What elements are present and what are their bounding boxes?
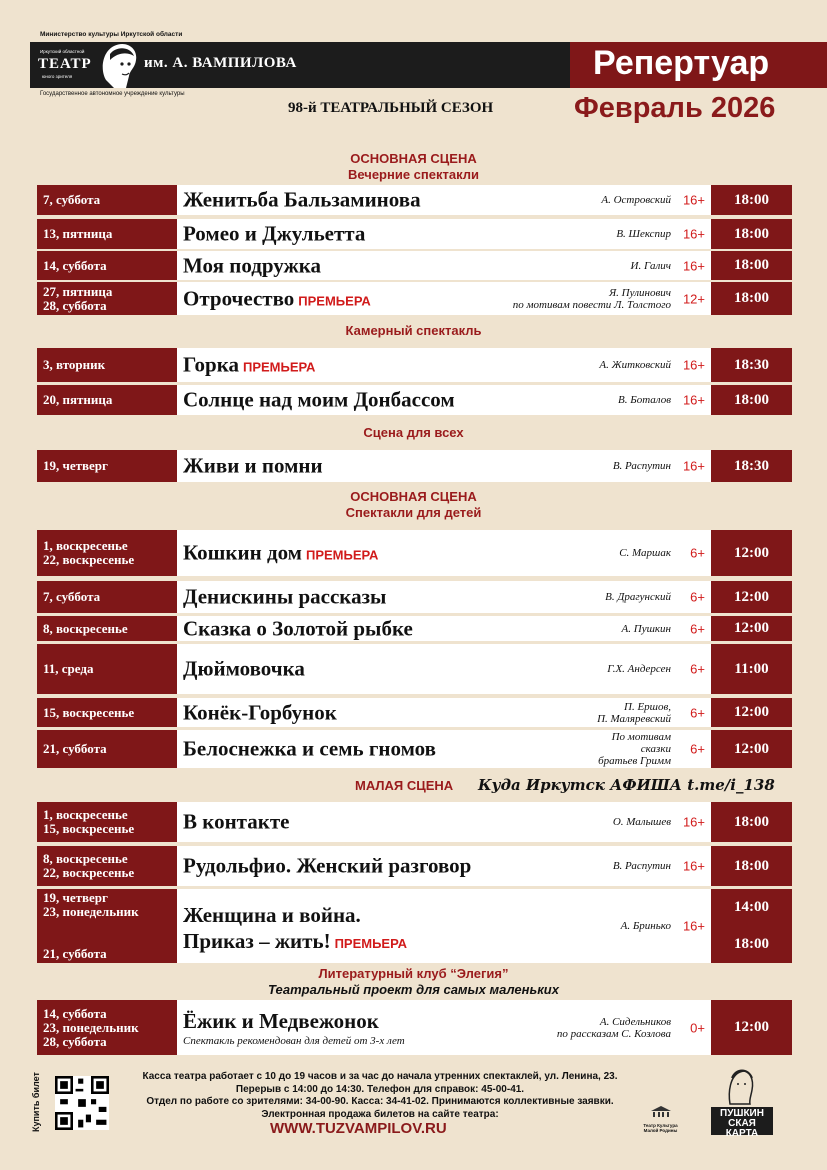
row-date: 15, воскресенье	[37, 698, 177, 727]
table-row[interactable]	[37, 616, 792, 641]
show-title: Ромео и Джульетта	[183, 221, 366, 246]
age-rating: 6+	[690, 589, 705, 605]
buy-ticket-label: Купить билет	[31, 1072, 41, 1132]
show-title: Дюймовочка	[183, 656, 305, 681]
section-main-stage: ОСНОВНАЯ СЦЕНА Вечерние спектакли	[347, 151, 480, 182]
show-title: Ёжик и Медвежонок Спектакль рекомендован для детей от 3-х лет	[183, 1008, 405, 1047]
show-title: Кошкин дом ПРЕМЬЕРА	[183, 540, 379, 565]
table-row[interactable]	[37, 698, 792, 727]
show-author: В. Распутин	[612, 460, 671, 472]
row-date: 14, суббота	[37, 251, 177, 280]
section-small-stage: МАЛАЯ СЦЕНА	[355, 778, 454, 793]
row-date: 3, вторник	[37, 348, 177, 382]
show-title: Конёк-Горбунок	[183, 700, 337, 724]
show-author: А. Пушкин	[621, 622, 671, 635]
table-row[interactable]	[37, 730, 792, 768]
row-date: 20, пятница	[37, 385, 177, 415]
section-for-all: Сцена для всех	[363, 425, 464, 440]
table-row[interactable]	[37, 219, 792, 249]
premiere-badge: ПРЕМЬЕРА	[306, 547, 379, 563]
agency-text: Государственное автономное учреждение культуры	[40, 91, 185, 97]
row-date: 27, пятница 28, суббота	[37, 282, 177, 315]
website-link[interactable]: WWW.TUZVAMPILOV.RU	[270, 1120, 447, 1137]
theatre-name: им. А. ВАМПИЛОВА	[144, 55, 297, 71]
row-date: 7, суббота	[37, 581, 177, 613]
row-date: 21, суббота	[37, 730, 177, 768]
show-author: П. Ершов, П. Маляревский	[597, 700, 671, 725]
season-label: 98-й ТЕАТРАЛЬНЫЙ СЕЗОН	[288, 100, 494, 116]
age-rating: 16+	[682, 258, 705, 273]
age-rating: 12+	[682, 291, 705, 306]
section-literary-club: Литературный клуб “Элегия” Театральный проект для самых маленьких	[268, 966, 559, 997]
show-author: А. Сидельников по рассказам С. Козлова	[556, 1015, 671, 1040]
show-title: Горка ПРЕМЬЕРА	[183, 352, 316, 377]
show-author: Я. Пулинович по мотивам повести Л. Толстого	[512, 286, 671, 311]
show-time: 12:00	[711, 1000, 792, 1055]
show-author: А. Житковский	[599, 359, 671, 371]
row-date: 7, суббота	[37, 185, 177, 215]
show-author: В. Драгунский	[605, 591, 671, 603]
age-rating: 0+	[690, 1020, 705, 1035]
row-date: 11, среда	[37, 644, 177, 694]
show-time: 18:00	[711, 385, 792, 415]
show-title: Солнце над моим Донбассом	[183, 387, 455, 412]
culture-logo: Театр Культура Малой Родины	[638, 1105, 683, 1133]
table-row[interactable]	[37, 644, 792, 694]
show-title: Женитьба Бальзаминова	[183, 187, 421, 212]
show-time: 18:00	[711, 282, 792, 315]
show-author: В. Шекспир	[616, 228, 671, 240]
age-rating: 6+	[690, 661, 705, 677]
show-time: 18:00	[711, 185, 792, 215]
age-rating: 6+	[690, 741, 705, 757]
section-chamber: Камерный спектакль	[345, 323, 482, 338]
show-note: Спектакль рекомендован для детей от 3-х лет	[183, 1034, 405, 1047]
show-title: В контакте	[183, 809, 290, 834]
table-row[interactable]	[37, 846, 792, 886]
show-time: 12:00	[711, 616, 792, 641]
age-rating: 6+	[690, 621, 705, 636]
section-main-stage-kids: ОСНОВНАЯ СЦЕНА Спектакли для детей	[345, 489, 482, 520]
age-rating: 16+	[682, 192, 705, 208]
show-time: 18:00	[711, 251, 792, 280]
table-row[interactable]	[37, 282, 792, 315]
show-title: Сказка о Золотой рыбке	[183, 616, 413, 640]
row-date: 8, воскресенье 22, воскресенье	[37, 846, 177, 886]
premiere-badge: ПРЕМЬЕРА	[242, 359, 316, 375]
show-author: С. Маршак	[619, 547, 671, 559]
show-author: О. Малышев	[612, 816, 671, 828]
show-author: А. Островский	[601, 194, 671, 206]
vampilov-portrait-icon	[96, 40, 144, 90]
show-author: В. Боталов	[618, 394, 671, 406]
age-rating: 16+	[682, 814, 705, 830]
page-title: Репертуар	[593, 44, 770, 82]
table-row[interactable]	[37, 889, 792, 963]
show-time: 12:00	[711, 698, 792, 727]
show-time: 11:00	[711, 644, 792, 694]
show-time: 18:00	[711, 846, 792, 886]
show-title: Отрочество ПРЕМЬЕРА	[183, 286, 371, 310]
row-date: 8, воскресенье	[37, 616, 177, 641]
logo-pre-text: Иркутский областной	[40, 49, 85, 54]
table-row[interactable]	[37, 185, 792, 215]
table-row[interactable]	[37, 530, 792, 576]
footer-info: Касса театра работает с 10 до 19 часов и за час до начала утренних спектаклей, ул. Ленина, 23. Перерыв с 14:00 до 14:30. Телефон для справок: 45-00-41. Отдел по работе со зрителями: 34-00-90. Касса: 34-41-02. Принимаются коллективные заявки. Электронная продажа билетов на сайте театра:	[142, 1071, 618, 1120]
show-title: Денискины рассказы	[183, 584, 387, 609]
show-author: И. Галич	[630, 259, 671, 272]
age-rating: 16+	[682, 918, 705, 934]
table-row[interactable]	[37, 385, 792, 415]
age-rating: 16+	[682, 858, 705, 874]
show-time: 18:30	[711, 450, 792, 482]
show-title: Белоснежка и семь гномов	[183, 736, 436, 761]
show-author: По мотивам сказки братьев Гримм	[598, 731, 671, 767]
pushkin-portrait-icon	[722, 1066, 758, 1106]
qr-code-icon[interactable]	[55, 1076, 109, 1130]
show-title: Женщина и война. Приказ – жить! ПРЕМЬЕРА	[183, 903, 408, 953]
age-rating: 16+	[682, 392, 705, 408]
pushkin-card-logo: ПУШКИН СКАЯ КАРТА	[711, 1107, 773, 1135]
age-rating: 16+	[682, 226, 705, 242]
show-time: 12:00	[711, 530, 792, 576]
age-rating: 6+	[690, 705, 705, 720]
premiere-badge: ПРЕМЬЕРА	[334, 936, 408, 951]
ministry-text: Министерство культуры Иркутской области	[40, 31, 183, 38]
show-title: Моя подружка	[183, 253, 322, 277]
row-date: 1, воскресенье 15, воскресенье	[37, 802, 177, 842]
show-author: А. Бринько	[620, 920, 671, 932]
table-row[interactable]	[37, 581, 792, 613]
premiere-badge: ПРЕМЬЕРА	[298, 293, 371, 308]
show-time: 18:00	[711, 219, 792, 249]
row-date: 19, четверг	[37, 450, 177, 482]
show-title: Живи и помни	[183, 453, 323, 478]
age-rating: 16+	[682, 458, 705, 474]
building-icon	[650, 1106, 672, 1118]
show-time: 12:00	[711, 730, 792, 768]
watermark-text: Куда Иркутск АФИША t.me/i_138	[478, 776, 775, 794]
show-author: В. Распутин	[612, 860, 671, 872]
logo-sub-text: юного зрителя	[42, 74, 73, 79]
show-time: 12:00	[711, 581, 792, 613]
table-row[interactable]	[37, 450, 792, 482]
age-rating: 6+	[690, 545, 705, 561]
row-date: 14, суббота 23, понедельник 28, суббота	[37, 1000, 177, 1055]
show-time: 18:30	[711, 348, 792, 382]
show-time: 14:00 18:00	[711, 889, 792, 963]
table-row[interactable]	[37, 251, 792, 280]
age-rating: 16+	[682, 357, 705, 373]
show-title: Рудольфио. Женский разговор	[183, 853, 472, 878]
table-row[interactable]	[37, 802, 792, 842]
row-date: 19, четверг 23, понедельник 21, суббота	[37, 889, 177, 963]
month-label: Февраль 2026	[574, 92, 776, 124]
table-row[interactable]	[37, 348, 792, 382]
table-row[interactable]	[37, 1000, 792, 1055]
show-author: Г.Х. Андерсен	[607, 663, 671, 675]
row-date: 1, воскресенье 22, воскресенье	[37, 530, 177, 576]
show-time: 18:00	[711, 802, 792, 842]
logo-main-text: ТЕАТР	[38, 56, 92, 72]
row-date: 13, пятница	[37, 219, 177, 249]
